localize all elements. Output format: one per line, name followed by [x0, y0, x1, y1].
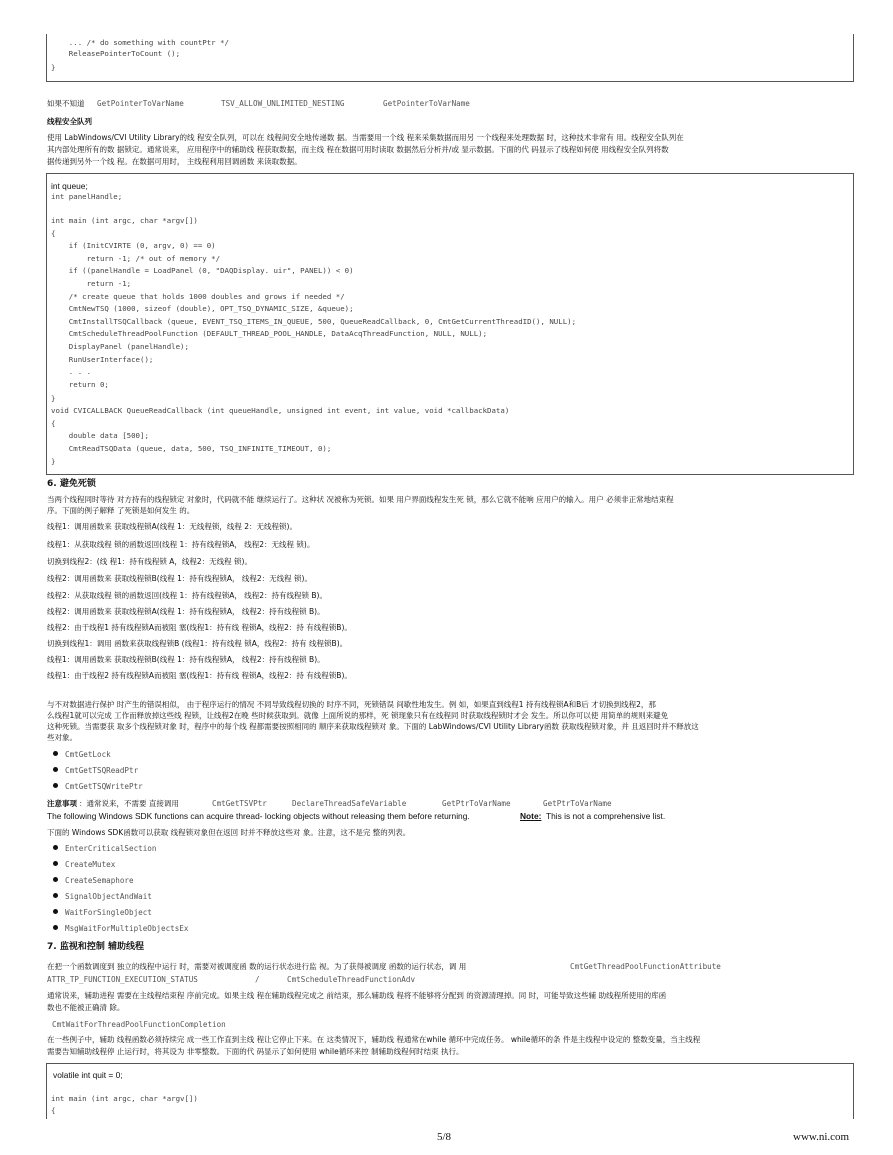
paragraph-line: 些对象。 [47, 733, 77, 742]
code-line: CmtInstallTSQCallback (queue, EVENT_TSQ_ITEMS_IN_QUEUE, 500, QueueReadCallback, 0, CmtGetCurrentThreadID(), NULL); [51, 317, 577, 326]
code-line: ... /* do something with countPtr */ [51, 38, 229, 47]
deadlock-step: 线程2：从获取线程 锁的函数返回(线程 1：持有线程锁A， 线程2：持有线程锁 B)。 [47, 591, 327, 600]
paragraph-line: 使用 LabWindows/CVI Utility Library的线 程安全队列，可以在 线程间安全地传递数 据。当需要用一个线 程来采集数据而用另 一个线程来处理数据 时，这种技术非常有 用。线程安全队列在 [47, 133, 684, 142]
section-heading: 7. 监视和控制 辅助线程 [47, 942, 144, 952]
code-line: } [51, 63, 56, 72]
inline-code: GetPointerToVarName [97, 99, 184, 108]
intro-lead: 如果不知道 [47, 99, 85, 108]
code-line: if (InitCVIRTE (0, argv, 0) == 0) [51, 241, 216, 250]
bullet-icon [53, 909, 58, 914]
inline-code: / [255, 975, 260, 984]
paragraph-line: 当两个线程同时等待 对方持有的线程锁定 对象时，代码就不能 继续运行了。这种状 况被称为死锁。如果 用户界面线程发生死 锁，那么它就不能响 应用户的输入。用户 必须非正常地结束程 [47, 495, 674, 504]
code-line: } [51, 457, 56, 466]
bullet-icon [53, 783, 58, 788]
code-block-queue [46, 173, 854, 475]
note-text: ：通常说来，不需要 直接调用 [79, 799, 179, 808]
code-line: int panelHandle; [51, 192, 123, 201]
deadlock-step: 线程2：调用函数来 获取线程锁B(线程 1：持有线程锁A， 线程2：无线程 锁)。 [47, 574, 312, 583]
paragraph-line: 在一些例子中，辅助 线程函数必须持续完 成一些工作直到主线 程让它停止下来。在 这类情况下，辅助线 程通常在while 循环中完成任务。 while循环的条 件是主线程中设定的 整数变量，当主线程 [47, 1035, 701, 1044]
bullet-icon [53, 861, 58, 866]
paragraph-line: 与不对数据进行保护 时产生的错误相似， 由于程序运行的情况 不同导致线程切换的 时序不同，死锁错误 间歇性地发生。例 如，如果直到线程1 持有线程锁A和B后 才切换到线程2，那 [47, 700, 656, 709]
paragraph-line: 数也不能被正确清 除。 [47, 1003, 125, 1012]
code-line: { [51, 1106, 56, 1115]
code-line: } [51, 394, 56, 403]
paragraph-line: 下面的 Windows SDK函数可以获取 线程锁对象但在返回 时并不释放这些对 象。注意，这不是完 整的列表。 [47, 828, 411, 837]
page-number: 5/8 [437, 1131, 452, 1143]
inline-code: TSV_ALLOW_UNLIMITED_NESTING [221, 99, 345, 108]
code-line: CmtReadTSQData (queue, data, 500, TSQ_INFINITE_TIMEOUT, 0); [51, 444, 332, 453]
list-item: MsgWaitForMultipleObjectsEx [65, 924, 189, 933]
deadlock-step: 线程1：从获取线程 锁的函数返回(线程 1：持有线程锁A， 线程2：无线程 锁)。 [47, 540, 315, 549]
deadlock-step: 线程1：调用函数来 获取线程锁A(线程 1：无线程锁，线程 2：无线程锁)。 [47, 522, 297, 531]
windows-sdk-line: The following Windows SDK functions can acquire thread- locking objects without releasing them before returning. [47, 811, 470, 821]
bullet-icon [53, 925, 58, 930]
list-item: WaitForSingleObject [65, 908, 152, 917]
inline-code: CmtGetTSVPtr [212, 799, 267, 808]
paragraph-line: 需要告知辅助线程停 止运行时，将其设为 非零整数。下面的代 码显示了如何使用 while循环来控 制辅助线程何时结束 执行。 [47, 1047, 464, 1056]
note-label: 注意事项 [47, 799, 77, 808]
code-line: RunUserInterface(); [51, 355, 154, 364]
paragraph-line: 据传递到另外一个线 程。在数据可用时， 主线程利用回调函数 来读取数据。 [47, 157, 302, 166]
inline-code: DeclareThreadSafeVariable [292, 799, 407, 808]
paragraph-line: 这种死锁。当需要获 取多个线程锁对象 时，程序中的每个线 程都需要按照相同的 顺序来获取线程锁对 象。下面的 LabWindows/CVI Utility Library函数 获取线程锁对象，并 且返回时并不释放这 [47, 722, 699, 731]
note-text: This is not a comprehensive list. [546, 811, 666, 821]
code-line: CmtNewTSQ (1000, sizeof (double), OPT_TSQ_DYNAMIC_SIZE, &queue); [51, 304, 354, 313]
code-line: return -1; /* out of memory */ [51, 254, 221, 263]
bullet-icon [53, 767, 58, 772]
note-label: Note: [520, 811, 542, 821]
inline-code: CmtWaitForThreadPoolFunctionCompletion [52, 1020, 226, 1029]
section-heading: 6. 避免死锁 [47, 479, 96, 489]
code-line: if ((panelHandle = LoadPanel (0, "DAQDisplay. uir", PANEL)) < 0) [51, 266, 354, 275]
bullet-icon [53, 877, 58, 882]
code-line: return 0; [51, 380, 109, 389]
site-url: www.ni.com [793, 1131, 850, 1143]
paragraph-line: 么线程1就可以完成 工作而释放掉这些线 程锁，让线程2在晚 些时候获取到。就像 上面所说的那样，死 锁现象只有在线程同 时获取线程锁时才会 发生。所以你可以使 用简单的规则来避免 [47, 711, 669, 720]
code-line: DisplayPanel (panelHandle); [51, 342, 189, 351]
code-line: . . . [51, 367, 92, 376]
list-item: CmtGetTSQReadPtr [65, 766, 139, 775]
inline-code: CmtScheduleThreadFunctionAdv [287, 975, 416, 984]
paragraph-line: 通常说来，辅助进程 需要在主线程结束程 序前完成。如果主线 程在辅助线程完成之 前结束，那么辅助线 程将不能够将分配到 的资源清理掉。同 时，可能导致这些辅 助线程所使用的库函 [47, 991, 667, 1000]
code-line: { [51, 229, 56, 238]
inline-code: GetPtrToVarName [543, 799, 612, 808]
code-line: return -1; [51, 279, 132, 288]
code-line: volatile int quit = 0; [53, 1070, 123, 1080]
code-line: /* create queue that holds 1000 doubles and grows if needed */ [51, 292, 345, 301]
paragraph-line: 其内部处理所有的数 据锁定。通常说来， 应用程序中的辅助线 程获取数据，而主线 程在数据可用时读取 数据然后分析并/或 显示数据。下面的代 码显示了线程如何使 用线程安全队列将数 [47, 145, 669, 154]
code-line: int queue; [51, 181, 88, 191]
deadlock-step: 线程1：由于线程2 持有线程锁A而被阻 塞(线程1：持有线 程锁A，线程2：持 有线程锁B)。 [47, 671, 352, 680]
deadlock-step: 切换到线程1：调用 函数来获取线程锁B (线程1：持有线程 锁A，线程2：持有 线程锁B)。 [47, 639, 348, 648]
deadlock-step: 切换到线程2：(线 程1：持有线程锁 A，线程2：无线程 锁)。 [47, 557, 252, 566]
inline-code: ATTR_TP_FUNCTION_EXECUTION_STATUS [47, 975, 198, 984]
code-line: int main (int argc, char *argv[]) [51, 1094, 198, 1103]
code-block-quit [46, 1063, 854, 1119]
bullet-icon [53, 845, 58, 850]
inline-code: GetPointerToVarName [383, 99, 470, 108]
code-line: ReleasePointerToCount (); [51, 49, 181, 58]
paragraph-line: 在把一个函数调度到 独立的线程中运行 时，需要对被调度函 数的运行状态进行监 视。为了获得被调度 函数的运行状态，调 用 [47, 962, 467, 971]
deadlock-step: 线程1：调用函数来 获取线程锁B(线程 1：持有线程锁A， 线程2：持有线程锁 B)。 [47, 655, 325, 664]
list-item: CmtGetTSQWritePtr [65, 782, 143, 791]
inline-code: CmtGetThreadPoolFunctionAttribute [570, 962, 721, 971]
list-item: CreateSemaphore [65, 876, 134, 885]
code-line: double data [500]; [51, 431, 149, 440]
list-item: CmtGetLock [65, 750, 111, 759]
deadlock-step: 线程2：由于线程1 持有线程锁A而被阻 塞(线程1：持有线 程锁A，线程2：持 有线程锁B)。 [47, 623, 352, 632]
code-line: CmtScheduleThreadPoolFunction (DEFAULT_THREAD_POOL_HANDLE, DataAcqThreadFunction, NULL, NULL); [51, 329, 488, 338]
list-item: SignalObjectAndWait [65, 892, 152, 901]
bullet-icon [53, 893, 58, 898]
paragraph-line: 序。下面的例子解释 了死锁是如何发生 的。 [47, 506, 195, 515]
bullet-icon [53, 751, 58, 756]
code-line: void CVICALLBACK QueueReadCallback (int queueHandle, unsigned int event, int value, void *callbackData) [51, 406, 510, 415]
list-item: CreateMutex [65, 860, 116, 869]
inline-code: GetPtrToVarName [442, 799, 511, 808]
code-line: { [51, 419, 56, 428]
section-heading: 线程安全队列 [47, 117, 92, 126]
code-block-continued [46, 34, 854, 82]
code-line: int main (int argc, char *argv[]) [51, 216, 198, 225]
deadlock-step: 线程2：调用函数来 获取线程锁A(线程 1：持有线程锁A， 线程2：持有线程锁 B)。 [47, 607, 325, 616]
list-item: EnterCriticalSection [65, 844, 157, 853]
